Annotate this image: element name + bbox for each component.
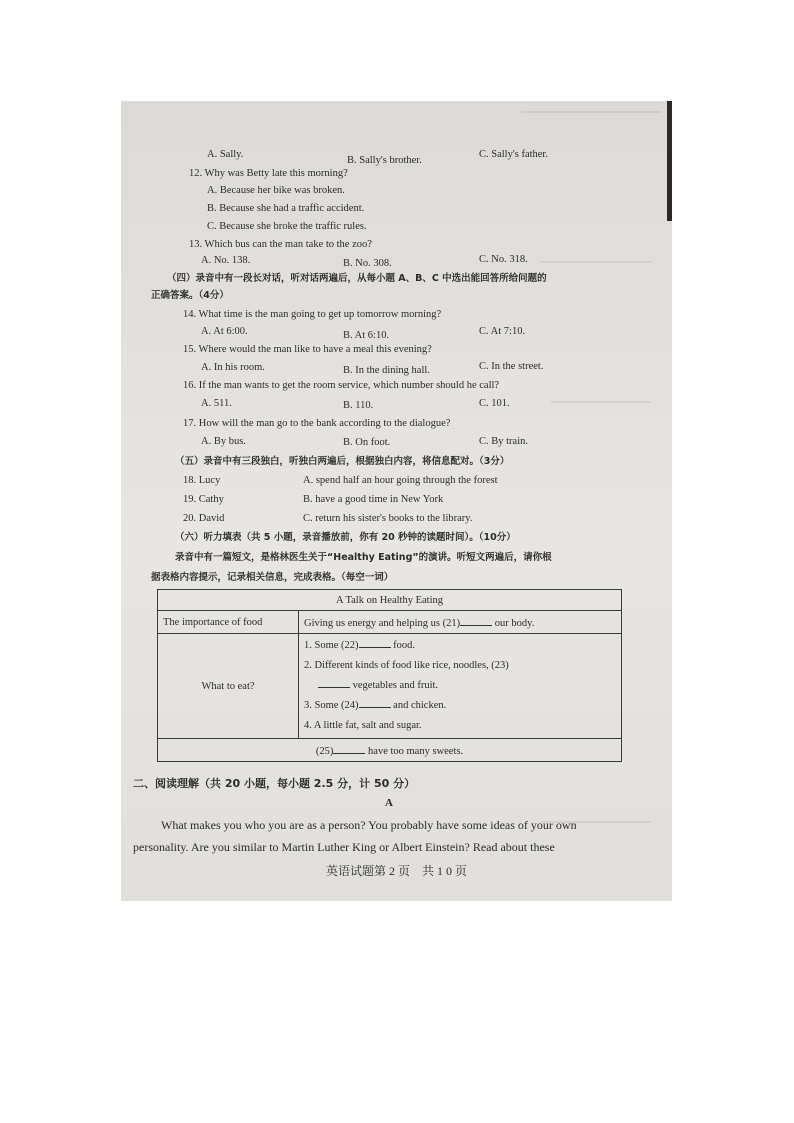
q14-option-a: A. At 6:00.: [201, 326, 248, 337]
q14-option-b: B. At 6:10.: [343, 330, 390, 341]
blank-25[interactable]: [333, 743, 365, 754]
q17-option-c: C. By train.: [479, 436, 528, 447]
q16-option-b: B. 110.: [343, 400, 374, 411]
matching-option: A. spend half an hour going through the forest: [303, 475, 498, 486]
blank-25-suffix: have too many sweets.: [368, 746, 464, 757]
section-4-instruction-line2: 正确答案。（4分）: [151, 290, 229, 301]
item-2: [304, 656, 616, 676]
matching-item-name: 18. Lucy: [183, 475, 221, 486]
row-label-importance: The importance of food: [158, 611, 299, 634]
row-what-to-eat-content: [299, 634, 622, 739]
section-6-instruction-line2: 录音中有一篇短文，是格林医生关于“Healthy Eating”的演讲。听短文两遍后，请你根: [175, 552, 552, 563]
item-1-prefix: 1. Some (22): [304, 640, 359, 651]
q11-option-c: C. Sally's father.: [479, 149, 548, 160]
section-5-instruction: （五）录音中有三段独白，听独白两遍后，根据独白内容，将信息配对。（3分）: [175, 456, 510, 467]
matching-item-name: 20. David: [183, 513, 225, 524]
healthy-eating-table: [157, 589, 622, 762]
item-4: 4. A little fat, salt and sugar.: [304, 720, 422, 731]
q15-option-c: C. In the street.: [479, 361, 544, 372]
q12-option-c: C. Because she broke the traffic rules.: [207, 221, 367, 232]
passage-line-1: What makes you who you are as a person? You probably have some ideas of your own: [161, 818, 577, 832]
photographed-exam-page: [121, 101, 672, 901]
q11-option-a: A. Sally.: [207, 149, 244, 160]
item-2-continued: [304, 676, 616, 696]
q15-option-b: B. In the dining hall.: [343, 365, 430, 376]
q12-option-a: A. Because her bike was broken.: [207, 185, 345, 196]
blank-23[interactable]: [318, 677, 350, 688]
matching-option: C. return his sister's books to the library.: [303, 513, 473, 524]
item-1: [304, 636, 616, 656]
q13-option-b: B. No. 308.: [343, 258, 392, 269]
photo-dark-edge: [667, 101, 672, 221]
item-3: [304, 696, 616, 716]
section-6-instruction-line3: 据表格内容提示，记录相关信息，完成表格。（每空一词）: [151, 572, 394, 583]
matching-item-name: 19. Cathy: [183, 494, 224, 505]
q13-question: 13. Which bus can the man take to the zoo?: [189, 239, 372, 250]
item-2-prefix: 2. Different kinds of food like rice, noodles, (23): [304, 660, 509, 671]
table-title: A Talk on Healthy Eating: [158, 590, 622, 611]
blank-21-suffix: our body.: [494, 618, 535, 629]
q12-question: 12. Why was Betty late this morning?: [189, 168, 348, 179]
row-importance-content: [299, 611, 622, 634]
blank-22[interactable]: [359, 637, 391, 648]
part-2-heading: 二、阅读理解（共 20 小题，每小题 2.5 分，计 50 分）: [133, 777, 416, 790]
blank-21[interactable]: [460, 615, 492, 626]
item-3-suffix: and chicken.: [393, 700, 447, 711]
q14-option-c: C. At 7:10.: [479, 326, 526, 337]
page-footer: 英语试题第 2 页 共 1 0 页: [325, 864, 467, 878]
section-6-instruction-line1: （六）听力填表（共 5 小题，录音播放前，你有 20 秒钟的读题时间）。（10分）: [175, 532, 516, 543]
section-4-instruction-line1: （四）录音中有一段长对话，听对话两遍后，从每小题 A、B、C 中选出能回答所给问题的: [167, 273, 547, 284]
item-1-suffix: food.: [393, 640, 416, 651]
q17-option-a: A. By bus.: [201, 436, 246, 447]
blank-21-prefix: Giving us energy and helping us (21): [304, 618, 461, 629]
q14-question: 14. What time is the man going to get up tomorrow morning?: [183, 309, 442, 320]
q16-option-a: A. 511.: [201, 398, 232, 409]
q13-option-c: C. No. 318.: [479, 254, 528, 265]
table-footer-row: [158, 739, 622, 762]
passage-line-2: personality. Are you similar to Martin Luther King or Albert Einstein? Read about these: [133, 840, 555, 854]
q17-question: 17. How will the man go to the bank according to the dialogue?: [183, 418, 451, 429]
q16-option-c: C. 101.: [479, 398, 510, 409]
blank-24[interactable]: [359, 697, 391, 708]
row-label-what-to-eat: What to eat?: [158, 634, 299, 739]
q17-option-b: B. On foot.: [343, 437, 391, 448]
item-3-prefix: 3. Some (24): [304, 700, 359, 711]
passage-label: A: [385, 797, 393, 809]
item-2-suffix: vegetables and fruit.: [352, 680, 439, 691]
q13-option-a: A. No. 138.: [201, 255, 251, 266]
q12-option-b: B. Because she had a traffic accident.: [207, 203, 365, 214]
q15-option-a: A. In his room.: [201, 362, 265, 373]
blank-25-prefix: (25): [315, 746, 334, 757]
q16-question: 16. If the man wants to get the room service, which number should he call?: [183, 380, 500, 391]
matching-option: B. have a good time in New York: [303, 494, 444, 505]
q11-option-b: B. Sally's brother.: [347, 155, 422, 166]
q15-question: 15. Where would the man like to have a meal this evening?: [183, 344, 432, 355]
